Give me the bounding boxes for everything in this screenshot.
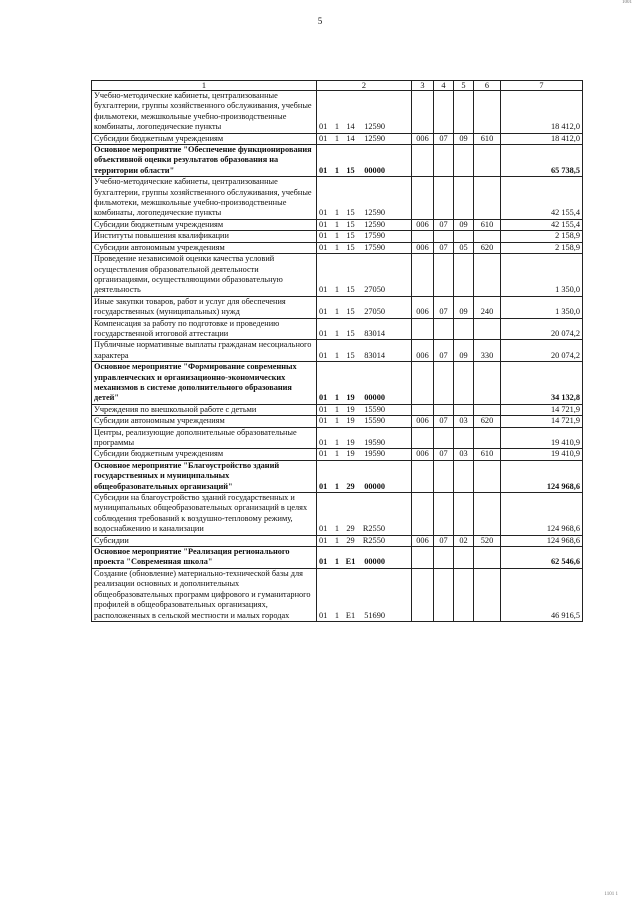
row-code (317, 547, 412, 569)
code-part-k2: 1 (334, 535, 340, 545)
code-part-k4: 12590 (364, 208, 385, 218)
row-section: 07 (434, 219, 454, 230)
code-part-k2: 1 (334, 133, 340, 143)
code-part-k3: 19 (346, 438, 355, 447)
row-grbs (412, 254, 434, 297)
row-name: Субсидии на благоустройство зданий государственных и муниципальных общеобразовательных организаций в целях соблюдения требований к воздушно-тепловому режиму, водоснабжению и канализации (92, 493, 317, 536)
code-part-k2: 1 (334, 208, 340, 218)
row-grbs (412, 231, 434, 242)
code-part-k3: 29 (346, 524, 355, 534)
code-part-k1: 01 (319, 219, 328, 229)
code-part-k2: 1 (334, 285, 340, 295)
table-row (92, 427, 583, 449)
code-part-k1: 01 (319, 416, 328, 426)
code-part-k3: 29 (346, 535, 355, 545)
code-part-k4: 17590 (364, 231, 385, 241)
row-subsection: 09 (454, 219, 474, 230)
row-expense-type: 620 (474, 416, 501, 427)
header-cell-6: 6 (474, 81, 501, 91)
header-cell-1: 1 (92, 81, 317, 91)
code-part-k3: 19 (346, 393, 355, 403)
row-amount: 46 916,5 (501, 568, 583, 621)
code-part-k1: 01 (319, 231, 328, 241)
row-name: Субсидии бюджетным учреждениям (92, 219, 317, 230)
code-part-k1: 01 (319, 481, 328, 491)
corner-mark-top: 1001 (622, 0, 632, 5)
code-part-k1: 01 (319, 165, 328, 175)
code-part-k4: 83014 (364, 328, 385, 338)
code-part-k4: 12590 (364, 133, 385, 143)
corner-mark-bottom: 1101 1 (604, 892, 618, 897)
code-part-k3: 14 (346, 122, 355, 132)
row-code (317, 568, 412, 621)
code-part-k2: 1 (334, 524, 340, 534)
code-part-k3: 29 (346, 481, 355, 491)
row-name: Проведение независимой оценки качества условий осуществления образовательной деятельности организациями, осуществляющими образовательную деятельность (92, 254, 317, 297)
row-amount: 62 546,6 (501, 547, 583, 569)
row-expense-type (474, 404, 501, 415)
row-code (317, 242, 412, 253)
code-part-k2: 1 (334, 242, 340, 252)
row-grbs: 006 (412, 535, 434, 546)
row-code (317, 318, 412, 340)
code-part-k2: 1 (334, 122, 340, 132)
row-subsection (454, 145, 474, 177)
table-row (92, 460, 583, 492)
code-part-k1: 01 (319, 404, 328, 414)
code-part-k4: 00000 (364, 393, 385, 403)
row-section (434, 231, 454, 242)
row-grbs (412, 404, 434, 415)
table-row (92, 404, 583, 415)
code-part-k4: 15590 (364, 416, 385, 426)
row-section: 07 (434, 242, 454, 253)
code-part-k1: 01 (319, 208, 328, 218)
code-part-k4: 51690 (364, 610, 385, 620)
row-name: Институты повышения квалификации (92, 231, 317, 242)
code-part-k1: 01 (319, 307, 328, 317)
row-expense-type (474, 91, 501, 134)
row-expense-type (474, 547, 501, 569)
code-part-k4: 27050 (364, 307, 385, 317)
row-subsection (454, 493, 474, 536)
row-subsection (454, 460, 474, 492)
row-code (317, 449, 412, 460)
table-row (92, 340, 583, 362)
code-part-k3: 19 (346, 404, 355, 414)
row-section (434, 362, 454, 405)
row-expense-type (474, 145, 501, 177)
row-section (434, 318, 454, 340)
row-name: Учебно-методические кабинеты, централизованные бухгалтерии, группы хозяйственного обслуживания, учебные фильмотеки, межшкольные учебно-производственные комбинаты, логопедические пункты (92, 177, 317, 220)
budget-table (91, 80, 583, 622)
code-part-k4: 15590 (364, 404, 385, 414)
row-code (317, 460, 412, 492)
row-name: Центры, реализующие дополнительные образовательные программы (92, 427, 317, 449)
code-part-k1: 01 (319, 438, 328, 447)
row-expense-type (474, 362, 501, 405)
row-grbs (412, 493, 434, 536)
code-part-k4: 27050 (364, 285, 385, 295)
table-row (92, 133, 583, 144)
row-amount: 19 410,9 (501, 427, 583, 449)
code-part-k1: 01 (319, 535, 328, 545)
code-part-k4: R2550 (362, 535, 385, 545)
code-part-k1: 01 (319, 328, 328, 338)
code-part-k1: 01 (319, 557, 328, 567)
code-part-k4: 19590 (364, 449, 385, 459)
table-row (92, 416, 583, 427)
code-part-k2: 1 (334, 481, 340, 491)
code-part-k3: 15 (346, 219, 355, 229)
row-section: 07 (434, 340, 454, 362)
code-part-k2: 1 (334, 231, 340, 241)
row-amount: 2 158,9 (501, 231, 583, 242)
row-amount: 18 412,0 (501, 91, 583, 134)
row-subsection (454, 568, 474, 621)
row-subsection (454, 362, 474, 405)
code-part-k3: E1 (345, 557, 356, 567)
table-row (92, 219, 583, 230)
header-cell-5: 5 (454, 81, 474, 91)
row-grbs: 006 (412, 219, 434, 230)
row-expense-type: 610 (474, 133, 501, 144)
table-row (92, 177, 583, 220)
code-part-k1: 01 (319, 524, 328, 534)
page-number: 5 (317, 16, 323, 26)
code-part-k2: 1 (334, 416, 340, 426)
code-part-k4: 19590 (364, 438, 385, 447)
row-section: 07 (434, 416, 454, 427)
header-cell-2: 2 (317, 81, 412, 91)
row-name: Субсидии (92, 535, 317, 546)
row-amount: 2 158,9 (501, 242, 583, 253)
code-part-k2: 1 (334, 219, 340, 229)
row-section: 07 (434, 449, 454, 460)
row-code (317, 535, 412, 546)
code-part-k4: 17590 (364, 242, 385, 252)
row-amount: 20 074,2 (501, 318, 583, 340)
code-part-k4: R2550 (362, 524, 385, 534)
row-grbs: 006 (412, 296, 434, 318)
row-amount: 34 132,8 (501, 362, 583, 405)
row-expense-type (474, 427, 501, 449)
row-subsection (454, 177, 474, 220)
row-expense-type (474, 254, 501, 297)
header-cell-7: 7 (501, 81, 583, 91)
row-subsection (454, 427, 474, 449)
row-name: Субсидии автономным учреждениям (92, 242, 317, 253)
code-part-k1: 01 (319, 285, 328, 295)
row-expense-type (474, 231, 501, 242)
code-part-k3: 15 (346, 285, 355, 295)
row-amount: 14 721,9 (501, 416, 583, 427)
code-part-k1: 01 (319, 133, 328, 143)
row-amount: 124 968,6 (501, 535, 583, 546)
row-section: 07 (434, 133, 454, 144)
row-section (434, 404, 454, 415)
row-grbs (412, 427, 434, 449)
row-code (317, 416, 412, 427)
row-subsection: 05 (454, 242, 474, 253)
code-part-k3: 15 (346, 307, 355, 317)
table-row (92, 242, 583, 253)
row-amount: 19 410,9 (501, 449, 583, 460)
code-part-k4: 00000 (364, 481, 385, 491)
row-code (317, 427, 412, 449)
row-amount: 65 738,5 (501, 145, 583, 177)
row-code (317, 493, 412, 536)
row-name: Компенсация за работу по подготовке и проведению государственной итоговой аттестации (92, 318, 317, 340)
row-grbs (412, 177, 434, 220)
row-expense-type: 620 (474, 242, 501, 253)
row-expense-type (474, 177, 501, 220)
row-section (434, 254, 454, 297)
row-section (434, 427, 454, 449)
table-row (92, 318, 583, 340)
row-grbs: 006 (412, 416, 434, 427)
row-code (317, 177, 412, 220)
row-section (434, 547, 454, 569)
row-expense-type: 610 (474, 449, 501, 460)
table-row (92, 145, 583, 177)
row-name: Субсидии бюджетным учреждениям (92, 133, 317, 144)
row-amount: 42 155,4 (501, 219, 583, 230)
row-subsection: 09 (454, 340, 474, 362)
row-name: Учреждения по внешкольной работе с детьми (92, 404, 317, 415)
code-part-k3: 14 (346, 133, 355, 143)
row-grbs: 006 (412, 340, 434, 362)
row-section (434, 460, 454, 492)
row-expense-type (474, 493, 501, 536)
code-part-k2: 1 (334, 328, 340, 338)
row-expense-type (474, 460, 501, 492)
row-name: Основное мероприятие "Формирование современных управленческих и организационно-экономических механизмов в системе дополнительного образования детей" (92, 362, 317, 405)
code-part-k3: 19 (346, 449, 355, 459)
code-part-k4: 83014 (364, 350, 385, 360)
row-code (317, 254, 412, 297)
row-grbs (412, 318, 434, 340)
row-expense-type: 520 (474, 535, 501, 546)
code-part-k2: 1 (334, 449, 340, 459)
code-part-k4: 12590 (364, 122, 385, 132)
code-part-k1: 01 (319, 242, 328, 252)
row-code (317, 145, 412, 177)
row-name: Основное мероприятие "Реализация регионального проекта "Современная школа" (92, 547, 317, 569)
table-row (92, 254, 583, 297)
row-name: Субсидии бюджетным учреждениям (92, 449, 317, 460)
row-name: Основное мероприятие "Обеспечение функционирования объективной оценки результатов образования на территории области" (92, 145, 317, 177)
row-subsection: 09 (454, 133, 474, 144)
row-section: 07 (434, 535, 454, 546)
header-cell-3: 3 (412, 81, 434, 91)
row-code (317, 133, 412, 144)
header-row (92, 81, 583, 91)
row-grbs (412, 145, 434, 177)
row-grbs (412, 91, 434, 134)
row-grbs: 006 (412, 242, 434, 253)
code-part-k1: 01 (319, 393, 328, 403)
row-name: Учебно-методические кабинеты, централизованные бухгалтерии, группы хозяйственного обслуживания, учебные фильмотеки, межшкольные учебно-производственные комбинаты, логопедические пункты (92, 91, 317, 134)
code-part-k2: 1 (334, 610, 340, 620)
table-row (92, 296, 583, 318)
table-row (92, 449, 583, 460)
row-grbs: 006 (412, 133, 434, 144)
row-name: Основное мероприятие "Благоустройство зданий государственных и муниципальных общеобразовательных организаций" (92, 460, 317, 492)
code-part-k1: 01 (319, 449, 328, 459)
row-subsection (454, 318, 474, 340)
code-part-k2: 1 (334, 393, 340, 403)
row-grbs (412, 460, 434, 492)
table-row (92, 535, 583, 546)
code-part-k2: 1 (334, 350, 340, 360)
row-code (317, 219, 412, 230)
row-subsection (454, 404, 474, 415)
code-part-k3: 15 (346, 350, 355, 360)
row-subsection (454, 254, 474, 297)
row-grbs (412, 362, 434, 405)
code-part-k4: 00000 (364, 165, 385, 175)
row-section (434, 145, 454, 177)
code-part-k3: 15 (346, 328, 355, 338)
row-subsection: 03 (454, 449, 474, 460)
row-amount: 1 350,0 (501, 254, 583, 297)
row-subsection (454, 547, 474, 569)
header-cell-4: 4 (434, 81, 454, 91)
code-part-k1: 01 (319, 122, 328, 132)
row-code (317, 91, 412, 134)
row-name: Субсидии автономным учреждениям (92, 416, 317, 427)
row-expense-type: 330 (474, 340, 501, 362)
row-subsection (454, 231, 474, 242)
row-amount: 20 074,2 (501, 340, 583, 362)
code-part-k4: 12590 (364, 219, 385, 229)
code-part-k1: 01 (319, 350, 328, 360)
row-amount: 124 968,6 (501, 460, 583, 492)
row-expense-type: 610 (474, 219, 501, 230)
row-section: 07 (434, 296, 454, 318)
code-part-k3: 15 (346, 231, 355, 241)
row-code (317, 296, 412, 318)
row-amount: 1 350,0 (501, 296, 583, 318)
row-code (317, 362, 412, 405)
row-name: Создание (обновление) материально-технической базы для реализации основных и дополнительных общеобразовательных программ цифрового и гуманитарного профилей в общеобразовательных организациях, расположенных в сельской местности и малых городах (92, 568, 317, 621)
row-section (434, 177, 454, 220)
row-section (434, 493, 454, 536)
code-part-k3: 15 (346, 242, 355, 252)
table-row (92, 91, 583, 134)
code-part-k4: 00000 (364, 557, 385, 567)
row-section (434, 568, 454, 621)
table-row (92, 568, 583, 621)
code-part-k2: 1 (334, 165, 340, 175)
code-part-k3: 15 (346, 165, 355, 175)
code-part-k2: 1 (334, 404, 340, 414)
row-code (317, 404, 412, 415)
row-expense-type: 240 (474, 296, 501, 318)
row-subsection: 02 (454, 535, 474, 546)
row-code (317, 340, 412, 362)
code-part-k2: 1 (334, 307, 340, 317)
table-row (92, 547, 583, 569)
row-grbs (412, 547, 434, 569)
row-name: Публичные нормативные выплаты гражданам несоциального характера (92, 340, 317, 362)
row-subsection: 03 (454, 416, 474, 427)
row-name: Иные закупки товаров, работ и услуг для обеспечения государственных (муниципальных) нужд (92, 296, 317, 318)
row-subsection: 09 (454, 296, 474, 318)
row-amount: 124 968,6 (501, 493, 583, 536)
code-part-k2: 1 (334, 557, 340, 567)
row-section (434, 91, 454, 134)
row-grbs: 006 (412, 449, 434, 460)
row-expense-type (474, 318, 501, 340)
row-code (317, 231, 412, 242)
row-expense-type (474, 568, 501, 621)
code-part-k3: 15 (346, 208, 355, 218)
code-part-k3: E1 (345, 610, 356, 620)
table-row (92, 493, 583, 536)
row-amount: 42 155,4 (501, 177, 583, 220)
row-grbs (412, 568, 434, 621)
table-row (92, 231, 583, 242)
code-part-k1: 01 (319, 610, 328, 620)
row-amount: 18 412,0 (501, 133, 583, 144)
row-subsection (454, 91, 474, 134)
row-amount: 14 721,9 (501, 404, 583, 415)
code-part-k2: 1 (334, 438, 340, 447)
code-part-k3: 19 (346, 416, 355, 426)
table-row (92, 362, 583, 405)
